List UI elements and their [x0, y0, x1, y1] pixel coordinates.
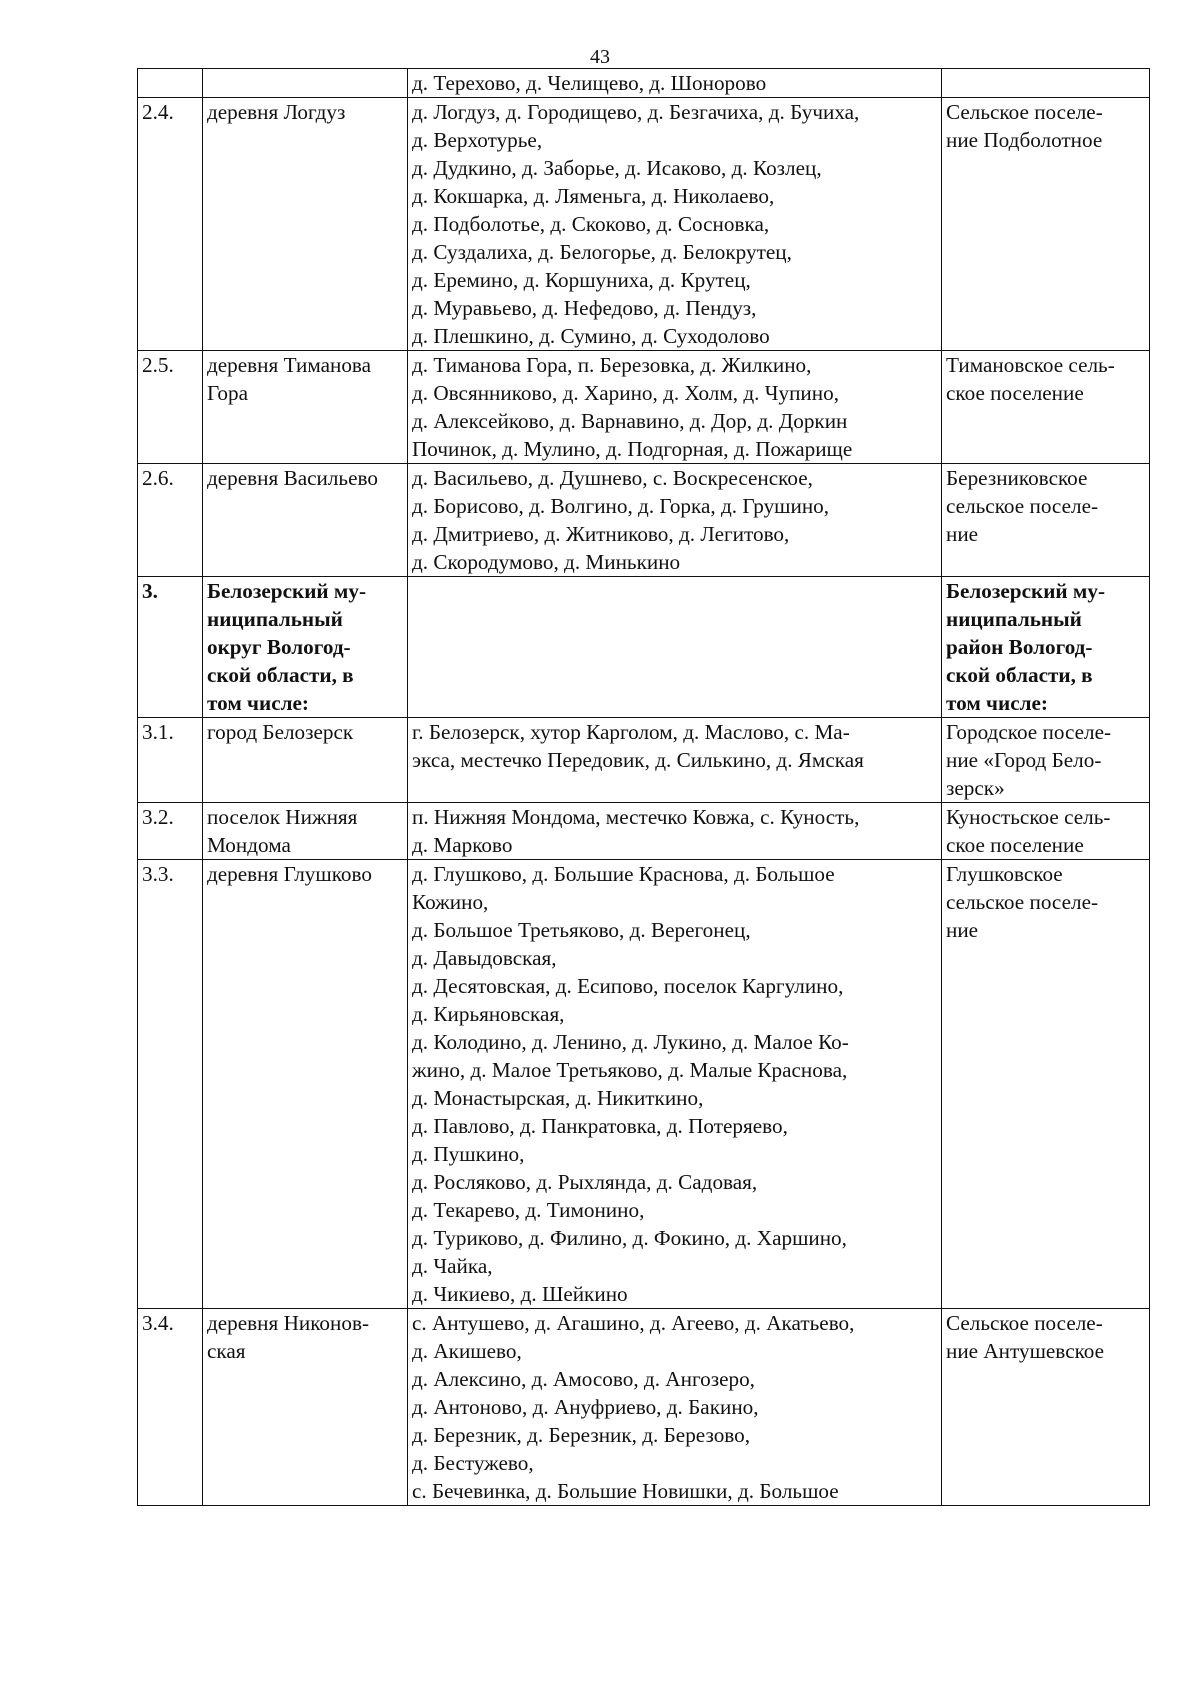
text-line: д. Борисово, д. Волгино, д. Горка, д. Грушино,	[412, 494, 830, 518]
text-line: Белозерский му-	[207, 579, 366, 603]
text-line: д. Скородумово, д. Минькино	[412, 550, 681, 574]
text-line: д. Подболотье, д. Скоково, д. Сосновка,	[412, 212, 770, 236]
text-line: сельское поселе-	[946, 890, 1099, 914]
text-line: Белозерский му-	[946, 579, 1105, 603]
text-line: д. Алексино, д. Амосово, д. Ангозеро,	[412, 1367, 755, 1391]
text-line: город Белозерск	[207, 720, 354, 744]
cell-municipal-unit	[942, 351, 1150, 464]
text-line: д. Березник, д. Березник, д. Березово,	[412, 1423, 751, 1447]
cell-admin-center	[203, 69, 408, 98]
text-line: д. Тиманова Гора, п. Березовка, д. Жилкино,	[412, 353, 812, 377]
text-line: Мондома	[207, 833, 291, 857]
cell-municipal-unit	[942, 860, 1150, 1309]
text-line: Тимановское сель-	[946, 353, 1115, 377]
cell-municipal-unit	[942, 718, 1150, 803]
text-line: Городское поселе-	[946, 720, 1112, 744]
cell-settlements	[408, 718, 942, 803]
text-line: ской области, в	[946, 663, 1093, 687]
text-line: д. Терехово, д. Челищево, д. Шонорово	[412, 71, 767, 95]
cell-settlements	[408, 577, 942, 718]
cell-number: 3.4.	[138, 1309, 203, 1506]
text-line: д. Монастырская, д. Никиткино,	[412, 1086, 704, 1110]
text-line: жино, д. Малое Третьяково, д. Малые Краснова,	[412, 1058, 848, 1082]
text-line: д. Васильево, д. Душнево, с. Воскресенское,	[412, 466, 813, 490]
text-line: д. Еремино, д. Коршуниха, д. Крутец,	[412, 268, 751, 292]
text-line: д. Росляково, д. Рыхлянда, д. Садовая,	[412, 1170, 758, 1194]
cell-admin-center	[203, 98, 408, 351]
text-line: п. Нижняя Мондома, местечко Ковжа, с. Куность,	[412, 805, 860, 829]
text-line: д. Дудкино, д. Заборье, д. Исаково, д. Козлец,	[412, 156, 822, 180]
cell-number: 3.2.	[138, 803, 203, 860]
text-line: ние	[946, 918, 979, 942]
text-line: д. Кокшарка, д. Ляменьга, д. Николаево,	[412, 184, 775, 208]
text-line: д. Муравьево, д. Нефедово, д. Пендуз,	[412, 296, 757, 320]
text-line: д. Марково	[412, 833, 513, 857]
cell-number	[138, 69, 203, 98]
text-line: г. Белозерск, хутор Карголом, д. Маслово, с. Ма-	[412, 720, 850, 744]
cell-municipal-unit	[942, 69, 1150, 98]
text-line: Сельское поселе-	[946, 1311, 1103, 1335]
text-line: ние Антушевское	[946, 1339, 1105, 1363]
cell-admin-center	[203, 577, 408, 718]
text-line: д. Суздалиха, д. Белогорье, д. Белокрутец,	[412, 240, 792, 264]
text-line: район Вологод-	[946, 635, 1093, 659]
text-line: д. Плешкино, д. Сумино, д. Суходолово	[412, 324, 770, 348]
cell-admin-center	[203, 351, 408, 464]
text-line: д. Давыдовская,	[412, 946, 557, 970]
table-row	[138, 577, 1150, 718]
text-line: ние «Город Бело-	[946, 748, 1102, 772]
cell-number: 2.6.	[138, 464, 203, 577]
text-line: деревня Васильево	[207, 466, 378, 490]
table-row	[138, 803, 1150, 860]
cell-settlements	[408, 98, 942, 351]
page-number: 43	[590, 46, 610, 68]
cell-admin-center	[203, 464, 408, 577]
table-row	[138, 69, 1150, 98]
cell-number: 2.5.	[138, 351, 203, 464]
cell-admin-center	[203, 860, 408, 1309]
text-line: Березниковское	[946, 466, 1088, 490]
cell-settlements	[408, 69, 942, 98]
cell-municipal-unit	[942, 577, 1150, 718]
text-line: округ Вологод-	[207, 635, 351, 659]
text-line: ское поселение	[946, 833, 1084, 857]
text-line: ская	[207, 1339, 246, 1363]
text-line: д. Логдуз, д. Городищево, д. Безгачиха, д. Бучиха,	[412, 100, 860, 124]
table-body	[138, 69, 1150, 1506]
text-line: поселок Нижняя	[207, 805, 358, 829]
text-line: д. Павлово, д. Панкратовка, д. Потеряево,	[412, 1114, 788, 1138]
cell-settlements	[408, 464, 942, 577]
cell-number: 3.1.	[138, 718, 203, 803]
cell-number: 3.	[138, 577, 203, 718]
text-line: д. Текарево, д. Тимонино,	[412, 1198, 645, 1222]
cell-settlements	[408, 1309, 942, 1506]
text-line: Починок, д. Мулино, д. Подгорная, д. Пожарище	[412, 437, 853, 461]
cell-number: 2.4.	[138, 98, 203, 351]
cell-admin-center	[203, 1309, 408, 1506]
text-line: сельское поселе-	[946, 494, 1099, 518]
text-line: зерск»	[946, 776, 1005, 800]
text-line: д. Глушково, д. Большие Краснова, д. Большое	[412, 862, 835, 886]
text-line: д. Чикиево, д. Шейкино	[412, 1282, 628, 1306]
table-row	[138, 351, 1150, 464]
text-line: Кожино,	[412, 890, 489, 914]
cell-municipal-unit	[942, 98, 1150, 351]
text-line: экса, местечко Передовик, д. Силькино, д. Ямская	[412, 748, 864, 772]
text-line: ниципальный	[207, 607, 343, 631]
cell-admin-center	[203, 718, 408, 803]
text-line: деревня Глушково	[207, 862, 372, 886]
text-line: Сельское поселе-	[946, 100, 1103, 124]
text-line: д. Акишево,	[412, 1339, 522, 1363]
table-row	[138, 860, 1150, 1309]
text-line: том числе:	[207, 691, 309, 715]
text-line: ское поселение	[946, 381, 1084, 405]
text-line: д. Антоново, д. Ануфриево, д. Бакино,	[412, 1395, 759, 1419]
text-line: Глушковское	[946, 862, 1063, 886]
text-line: с. Бечевинка, д. Большие Новишки, д. Большое	[412, 1479, 839, 1503]
text-line: ние	[946, 522, 979, 546]
table-row	[138, 464, 1150, 577]
cell-settlements	[408, 803, 942, 860]
text-line: ской области, в	[207, 663, 354, 687]
text-line: д. Десятовская, д. Есипово, поселок Каргулино,	[412, 974, 844, 998]
cell-admin-center	[203, 803, 408, 860]
table-row	[138, 98, 1150, 351]
text-line: д. Дмитриево, д. Житниково, д. Легитово,	[412, 522, 790, 546]
text-line: д. Чайка,	[412, 1254, 493, 1278]
text-line: д. Овсянниково, д. Харино, д. Холм, д. Чупино,	[412, 381, 839, 405]
text-line: Куностьское сель-	[946, 805, 1111, 829]
text-line: деревня Логдуз	[207, 100, 346, 124]
cell-settlements	[408, 351, 942, 464]
text-line: ние Подболотное	[946, 128, 1103, 152]
cell-municipal-unit	[942, 1309, 1150, 1506]
text-line: ниципальный	[946, 607, 1082, 631]
table-row	[138, 1309, 1150, 1506]
text-line: д. Кирьяновская,	[412, 1002, 565, 1026]
text-line: деревня Никонов-	[207, 1311, 370, 1335]
text-line: д. Верхотурье,	[412, 128, 543, 152]
text-line: д. Алексейково, д. Варнавино, д. Дор, д. Доркин	[412, 409, 848, 433]
settlements-table	[137, 68, 1150, 1506]
cell-municipal-unit	[942, 464, 1150, 577]
table-row	[138, 718, 1150, 803]
text-line: деревня Тиманова	[207, 353, 372, 377]
cell-municipal-unit	[942, 803, 1150, 860]
cell-number: 3.3.	[138, 860, 203, 1309]
cell-settlements	[408, 860, 942, 1309]
text-line: Гора	[207, 381, 248, 405]
text-line: д. Пушкино,	[412, 1142, 525, 1166]
text-line: с. Антушево, д. Агашино, д. Агеево, д. Акатьево,	[412, 1311, 855, 1335]
text-line: том числе:	[946, 691, 1048, 715]
text-line: д. Колодино, д. Ленино, д. Лукино, д. Малое Ко-	[412, 1030, 849, 1054]
text-line: д. Бестужево,	[412, 1451, 534, 1475]
text-line: д. Туриково, д. Филино, д. Фокино, д. Харшино,	[412, 1226, 847, 1250]
text-line: д. Большое Третьяково, д. Верегонец,	[412, 918, 751, 942]
